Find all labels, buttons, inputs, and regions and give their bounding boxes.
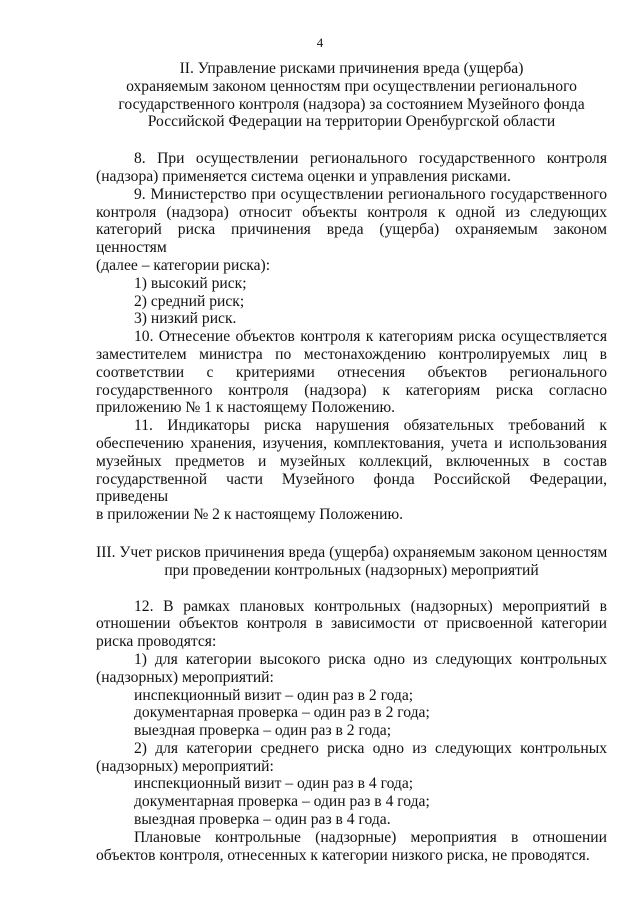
text-line: музейных предметов и музейных коллекций, включенных в состав [96,452,607,470]
text-line: отношении объектов контроля в зависимости от присвоенной категории [96,615,607,633]
text-line: 8. При осуществлении регионального государственного контроля [134,150,607,168]
text-line: (надзорных) мероприятий: [96,668,274,686]
text-line: государственного контроля (надзора) к категориям риска согласно [96,381,607,399]
section-2-heading [96,60,607,131]
text-line: объектов контроля, отнесенных к категории низкого риска, не проводятся. [96,846,590,864]
inspection-frequency-item: выездная проверка – один раз в 2 года; [134,722,392,740]
inspection-frequency-item: инспекционный визит – один раз в 4 года; [134,775,414,793]
paragraph-8 [96,150,607,186]
heading-line: охраняемым законом ценностям при осуществлении регионального [126,77,577,95]
heading-line: II. Управление рисками причинения вреда (ущерба) [179,60,524,77]
text-line: 2) для категории среднего риска одно из следующих контрольных [134,739,607,757]
paragraph-12 [96,598,607,865]
page-number: 4 [316,35,324,50]
paragraph-10 [96,328,607,417]
text-line: Плановые контрольные (надзорные) мероприятия в отношении [134,828,607,846]
risk-level-item: 3) низкий риск. [134,310,237,328]
paragraph-11 [96,417,607,524]
text-line: контроля (надзора) относит объекты контроля к одной из следующих [96,203,607,221]
heading-line: государственного контроля (надзора) за состоянием Музейного фонда [118,95,585,113]
inspection-frequency-item: инспекционный визит – один раз в 2 года; [134,686,414,704]
heading-line: III. Учет рисков причинения вреда (ущерба) охраняемым законом ценностям [96,543,608,561]
text-line: риска проводятся: [96,633,217,651]
text-line: государственной части Музейного фонда Российской Федерации, приведены [96,470,607,506]
text-line: 11. Индикаторы риска нарушения обязательных требований к [134,417,607,435]
document-page [96,59,607,864]
text-line: заместителем министра по местонахождению контролируемых лиц в [96,345,607,363]
text-line: 9. Министерство при осуществлении регионального государственного [134,185,607,203]
inspection-frequency-item: документарная проверка – один раз в 2 года; [134,704,430,722]
text-line: в приложении № 2 к настоящему Положению. [96,506,404,524]
risk-level-item: 2) средний риск; [134,292,245,310]
text-line: приложению № 1 к настоящему Положению. [96,399,396,417]
paragraph-9 [96,186,607,328]
text-line: (надзорных) мероприятий: [96,757,274,775]
heading-line: Российской Федерации на территории Оренбургской области [147,113,556,131]
text-line: (надзора) применяется система оценки и управления рисками. [96,167,511,185]
text-line: 1) для категории высокого риска одно из следующих контрольных [134,650,607,668]
section-3-heading [96,544,607,580]
text-line: обеспечению хранения, изучения, комплектования, учета и использования [96,434,607,452]
text-line: 10. Отнесение объектов контроля к категориям риска осуществляется [134,328,607,346]
heading-line: при проведении контрольных (надзорных) мероприятий [164,561,539,579]
inspection-frequency-item: документарная проверка – один раз в 4 года; [134,793,430,811]
text-line: (далее – категории риска): [96,256,271,274]
inspection-frequency-item: выездная проверка – один раз в 4 года. [134,811,391,829]
text-line: 12. В рамках плановых контрольных (надзорных) мероприятий в [134,597,607,615]
text-line: категорий риска причинения вреда (ущерба) охраняемым законом ценностям [96,221,607,257]
risk-level-item: 1) высокий риск; [134,274,247,292]
text-line: соответствии с критериями отнесения объектов регионального [96,363,607,381]
